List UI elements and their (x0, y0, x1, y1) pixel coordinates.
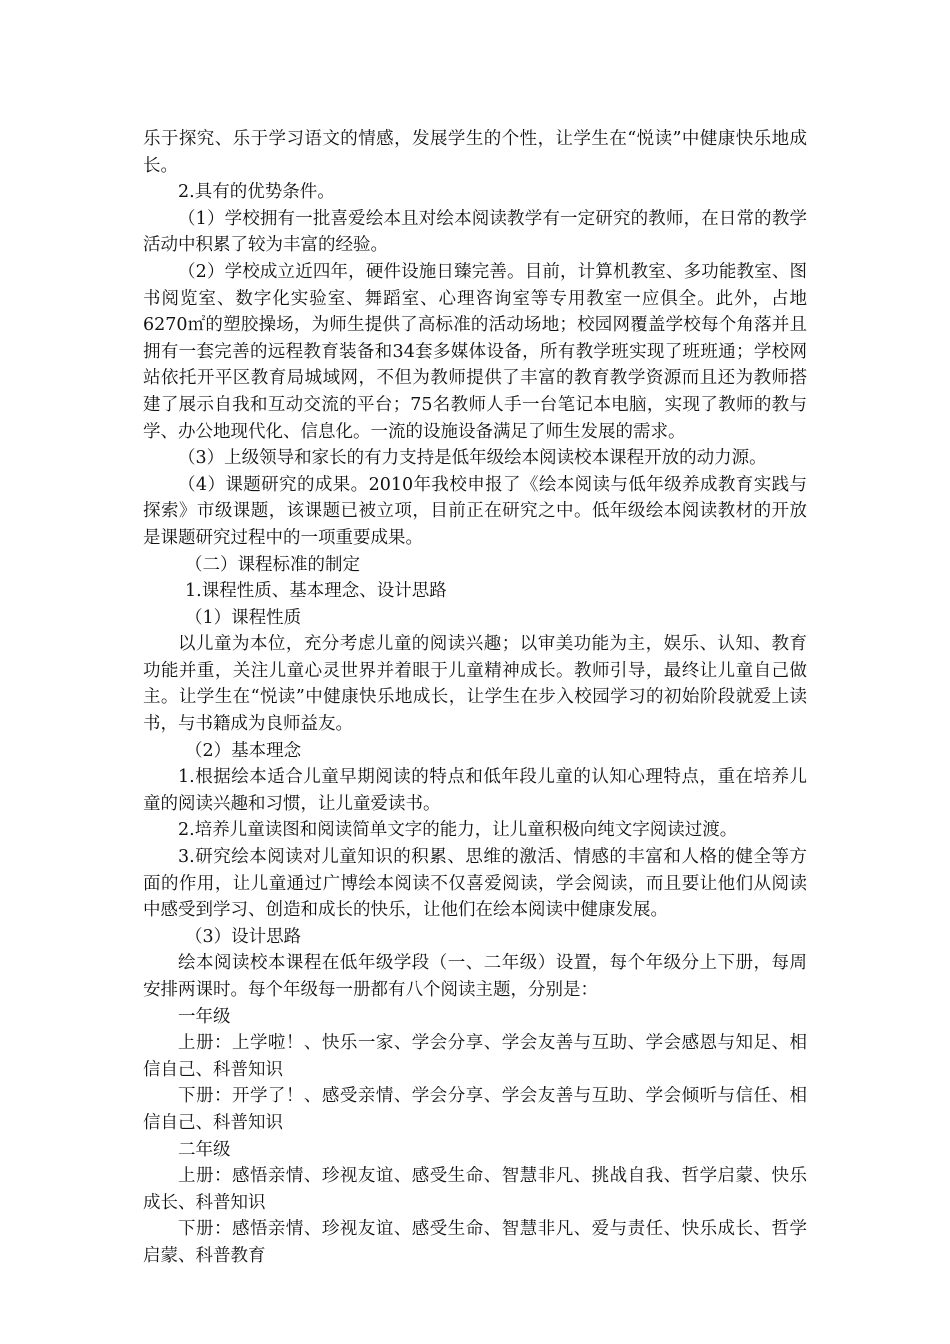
paragraph-design-idea: 绘本阅读校本课程在低年级学段（一、二年级）设置，每个年级分上下册，每周安排两课时。每个年级每一册都有八个阅读主题，分别是： (143, 953, 807, 1000)
paragraph-concept-2: 2.培养儿童读图和阅读简单文字的能力，让儿童积极向纯文字阅读过渡。 (178, 820, 738, 841)
paragraph-intro-continuation: 乐于探究、乐于学习语文的情感，发展学生的个性，让学生在“悦读”中健康快乐地成长。 (143, 129, 807, 176)
section-heading-standards: （二）课程标准的制定 (185, 554, 360, 575)
paragraph-concept-1: 1.根据绘本适合儿童早期阅读的特点和低年段儿童的认知心理特点，重在培养儿童的阅读兴趣和习惯，让儿童爱读书。 (143, 767, 807, 814)
grade-two-label: 二年级 (178, 1139, 231, 1160)
grade-two-volume-2: 下册：感悟亲情、珍视友谊、感受生命、智慧非凡、爱与责任、快乐成长、哲学启蒙、科普教育 (143, 1219, 807, 1266)
paragraph-advantage-2: （2）学校成立近四年，硬件设施日臻完善。目前，计算机教室、多功能教室、图书阅览室、数字化实验室、舞蹈室、心理咨询室等专用教室一应俱全。此外，占地6270㎡的塑胶操场，为师生提供了高标准的活动场地；校园网覆盖学校每个角落并且拥有一套完善的远程教育装备和34套多媒体设备，所有教学班实现了班班通；学校网站依托开平区教育局城域网，不但为教师提供了丰富的教育教学资源而且还为教师搭建了展示自我和互动交流的平台；75名教师人手一台笔记本电脑，实现了教师的教与学、办公地现代化、信息化。一流的设施设备满足了师生发展的需求。 (143, 261, 807, 442)
paragraph-course-nature: 以儿童为本位，充分考虑儿童的阅读兴趣；以审美功能为主，娱乐、认知、教育功能并重，关注儿童心灵世界并着眼于儿童精神成长。教师引导，最终让儿童自己做主。让学生在“悦读”中健康快乐地成长，让学生在步入校园学习的初始阶段就爱上读书，与书籍成为良师益友。 (143, 634, 807, 735)
subheading-course-overview: 1.课程性质、基本理念、设计思路 (185, 581, 447, 602)
paragraph-advantage-3: （3）上级领导和家长的有力支持是低年级绘本阅读校本课程开放的动力源。 (178, 448, 767, 469)
grade-one-volume-1: 上册：上学啦！、快乐一家、学会分享、学会友善与互助、学会感恩与知足、相信自己、科普知识 (143, 1033, 807, 1080)
paragraph-concept-3: 3.研究绘本阅读对儿童知识的积累、思维的激活、情感的丰富和人格的健全等方面的作用，让儿童通过广博绘本阅读不仅喜爱阅读，学会阅读，而且要让他们从阅读中感受到学习、创造和成长的快乐，让他们在绘本阅读中健康发展。 (143, 847, 807, 921)
paragraph-advantage-1: （1）学校拥有一批喜爱绘本且对绘本阅读教学有一定研究的教师，在日常的教学活动中积累了较为丰富的经验。 (143, 208, 807, 256)
document-body (143, 126, 807, 1270)
grade-one-volume-2: 下册：开学了！、感受亲情、学会分享、学会友善与互助、学会倾听与信任、相信自己、科普知识 (143, 1086, 807, 1133)
grade-two-volume-1: 上册：感悟亲情、珍视友谊、感受生命、智慧非凡、挑战自我、哲学启蒙、快乐成长、科普知识 (143, 1166, 807, 1213)
subheading-course-nature: （1）课程性质 (185, 607, 302, 628)
subheading-basic-concept: （2）基本理念 (185, 740, 302, 761)
paragraph-advantage-4: （4）课题研究的成果。2010年我校申报了《绘本阅读与低年级养成教育实践与探索》市级课题，该课题已被立项，目前正在研究之中。低年级绘本阅读教材的开放是课题研究过程中的一项重要成果。 (143, 474, 807, 548)
subheading-design-idea: （3）设计思路 (185, 926, 302, 947)
heading-advantages: 2.具有的优势条件。 (178, 182, 335, 203)
grade-one-label: 一年级 (178, 1006, 231, 1027)
